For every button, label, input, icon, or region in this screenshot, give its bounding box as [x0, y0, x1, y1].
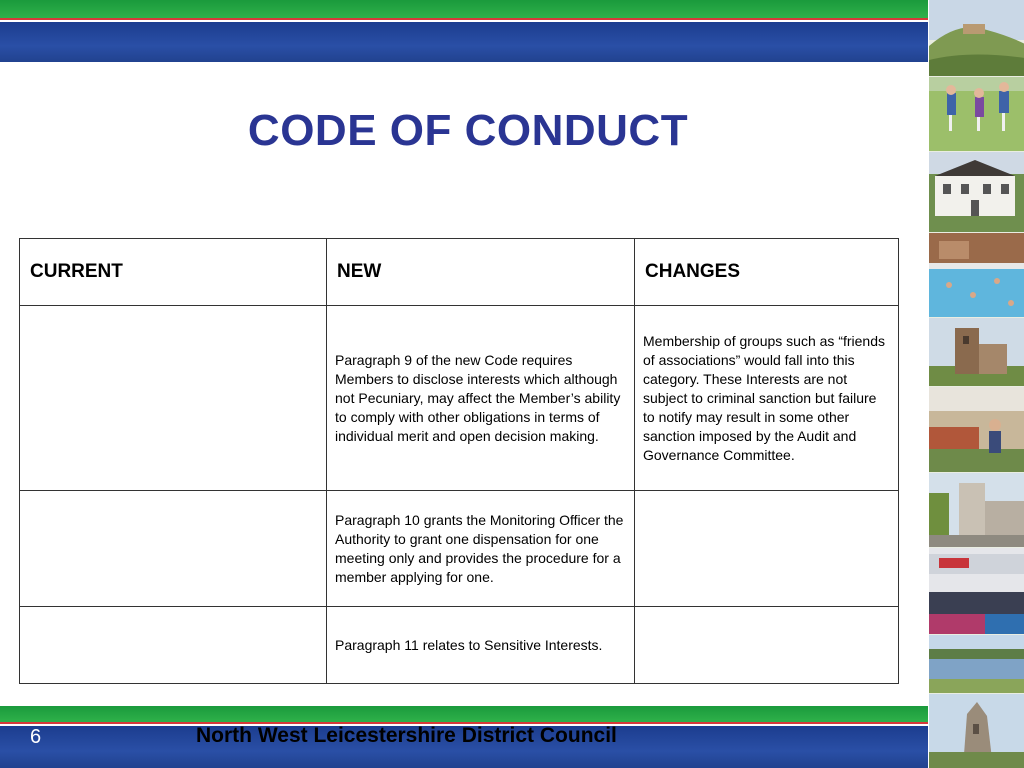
- cell-new: Paragraph 11 relates to Sensitive Interests.: [327, 607, 635, 684]
- column-header-new: NEW: [327, 239, 635, 306]
- village-photo: [929, 473, 1024, 547]
- pool-photo: [929, 233, 1024, 317]
- cell-current: [20, 306, 327, 491]
- cell-changes: Membership of groups such as “friends of associations” would fall into this category. These Interests are not subject to criminal sanction but failure to notify may result in some other sanction imposed by the Audit and Governance Committee.: [635, 306, 899, 491]
- top-header-band: [0, 0, 928, 62]
- event-photo: [929, 548, 1024, 634]
- table-row: [20, 306, 899, 491]
- code-of-conduct-table: [19, 238, 899, 684]
- page-title: CODE OF CONDUCT: [247, 106, 689, 155]
- cell-changes: [635, 607, 899, 684]
- lake-photo: [929, 635, 1024, 693]
- footer-green-stripe: [0, 706, 928, 722]
- cell-current: [20, 607, 327, 684]
- cell-changes: [635, 491, 899, 607]
- photo-strip: [928, 0, 1024, 768]
- market-photo: [929, 387, 1024, 472]
- column-header-changes: CHANGES: [635, 239, 899, 306]
- children-photo: [929, 77, 1024, 151]
- tower-photo: [929, 318, 1024, 386]
- cell-new: Paragraph 10 grants the Monitoring Officer the Authority to grant one dispensation for one meeting only and provides the procedure for a member applying for one.: [327, 491, 635, 607]
- table-row: [20, 491, 899, 607]
- landscape-photo: [929, 0, 1024, 76]
- cell-current: [20, 491, 327, 607]
- header-blue-stripe: [0, 22, 928, 62]
- footer-council-name: North West Leicestershire District Council: [196, 724, 617, 747]
- house-photo: [929, 152, 1024, 232]
- slide-number: 6: [30, 726, 42, 748]
- column-header-current: CURRENT: [20, 239, 327, 306]
- header-green-stripe: [0, 0, 928, 18]
- ruin-photo: [929, 694, 1024, 768]
- table-row: [20, 607, 899, 684]
- cell-new: Paragraph 9 of the new Code requires Members to disclose interests which although not Pecuniary, may affect the Member’s ability to comply with other obligations in terms of individual merit and open decision making.: [327, 306, 635, 491]
- table-header-row: [20, 239, 899, 306]
